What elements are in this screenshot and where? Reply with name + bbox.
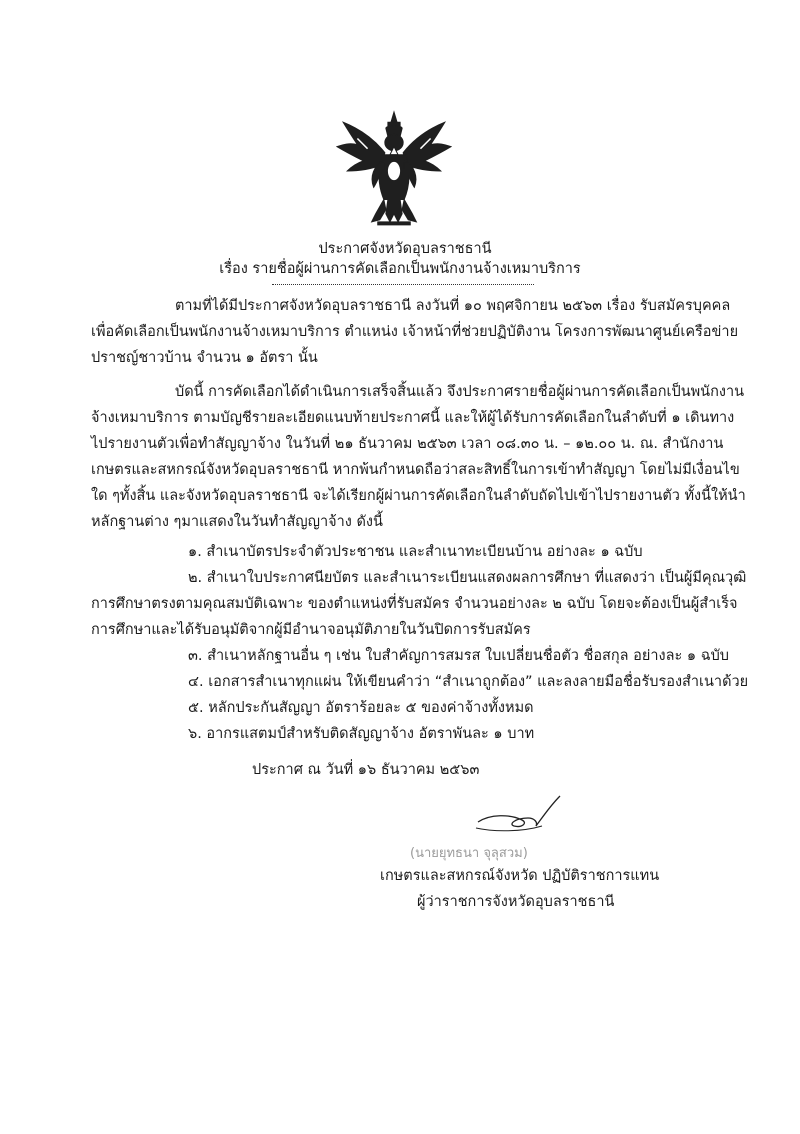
- signatory-name: (นายยุทธนา จุลุสวม): [410, 846, 528, 861]
- paragraph-2-line: เกษตรและสหกรณ์จังหวัดอุบลราชธานี หากพ้นกำหนดถือว่าสละสิทธิ์ในการเข้าทำสัญญา โดยไม่มีเงื่อนไข: [91, 462, 740, 478]
- paragraph-1-line: ปราชญ์ชาวบ้าน จำนวน ๑ อัตรา นั้น: [91, 350, 318, 366]
- paragraph-2-line: ไปรายงานตัวเพื่อทำสัญญาจ้าง ในวันที่ ๒๑ ธันวาคม ๒๕๖๓ เวลา ๐๘.๓๐ น. – ๑๒.๐๐ น. ณ. สำนักงาน: [91, 436, 724, 452]
- paragraph-2-line: บัดนี้ การคัดเลือกได้ดำเนินการเสร็จสิ้นแล้ว จึงประกาศรายชื่อผู้ผ่านการคัดเลือกเป็นพนักงาน: [175, 384, 745, 400]
- list-item-continuation: การศึกษาตรงตามคุณสมบัติเฉพาะ ของตำแหน่งที่รับสมัคร จำนวนอย่างละ ๒ ฉบับ โดยจะต้องเป็นผู้สำเร็จ: [91, 596, 738, 612]
- paragraph-1-line: ตามที่ได้มีประกาศจังหวัดอุบลราชธานี ลงวันที่ ๑๐ พฤศจิกายน ๒๕๖๓ เรื่อง รับสมัครบุคคล: [175, 298, 731, 314]
- signatory-position: เกษตรและสหกรณ์จังหวัด ปฏิบัติราชการแทน: [380, 868, 660, 884]
- announcement-subject: เรื่อง รายชื่อผู้ผ่านการคัดเลือกเป็นพนักงานจ้างเหมาบริการ: [219, 261, 581, 277]
- title-divider: [272, 284, 534, 285]
- handwritten-signature-icon: [470, 792, 570, 842]
- paragraph-2-line: ใด ๆทั้งสิ้น และจังหวัดอุบลราชธานี จะได้เรียกผู้ผ่านการคัดเลือกในลำดับถัดไปเข้าไปรายงานตัว ทั้งนี้ให้นำ: [91, 488, 746, 504]
- list-item: ๒. สำเนาใบประกาศนียบัตร และสำเนาระเบียนแสดงผลการศึกษา ที่แสดงว่า เป็นผู้มีคุณวุฒิ: [188, 570, 747, 586]
- signatory-position: ผู้ว่าราชการจังหวัดอุบลราชธานี: [417, 894, 615, 910]
- list-item: ๑. สำเนาบัตรประจำตัวประชาชน และสำเนาทะเบียนบ้าน อย่างละ ๑ ฉบับ: [188, 544, 643, 560]
- paragraph-1-line: เพื่อคัดเลือกเป็นพนักงานจ้างเหมาบริการ ตำแหน่ง เจ้าหน้าที่ช่วยปฏิบัติงาน โครงการพัฒนาศูนย์เครือข่าย: [91, 324, 739, 340]
- paragraph-2-line: หลักฐานต่าง ๆมาแสดงในวันทำสัญญาจ้าง ดังนี้: [91, 514, 383, 530]
- list-item-continuation: การศึกษาและได้รับอนุมัติจากผู้มีอำนาจอนุมัติภายในวันปิดการรับสมัคร: [91, 622, 531, 638]
- list-item: ๓. สำเนาหลักฐานอื่น ๆ เช่น ใบสำคัญการสมรส ใบเปลี่ยนชื่อตัว ชื่อสกุล อย่างละ ๑ ฉบับ: [188, 648, 729, 664]
- announcement-date: ประกาศ ณ วันที่ ๑๖ ธันวาคม ๒๕๖๓: [252, 762, 480, 778]
- announcement-issuer: ประกาศจังหวัดอุบลราชธานี: [318, 241, 492, 257]
- list-item: ๕. หลักประกันสัญญา อัตราร้อยละ ๕ ของค่าจ้างทั้งหมด: [188, 700, 534, 716]
- garuda-emblem-icon: [333, 108, 455, 230]
- list-item: ๖. อากรแสตมป์สำหรับติดสัญญาจ้าง อัตราพันละ ๑ บาท: [188, 726, 535, 742]
- list-item: ๔. เอกสารสำเนาทุกแผ่น ให้เขียนคำว่า “สำเนาถูกต้อง” และลงลายมือชื่อรับรองสำเนาด้วย: [188, 674, 749, 690]
- paragraph-2-line: จ้างเหมาบริการ ตามบัญชีรายละเอียดแนบท้ายประกาศนี้ และให้ผู้ได้รับการคัดเลือกในลำดับที่ ๑ เดินทาง: [91, 410, 735, 426]
